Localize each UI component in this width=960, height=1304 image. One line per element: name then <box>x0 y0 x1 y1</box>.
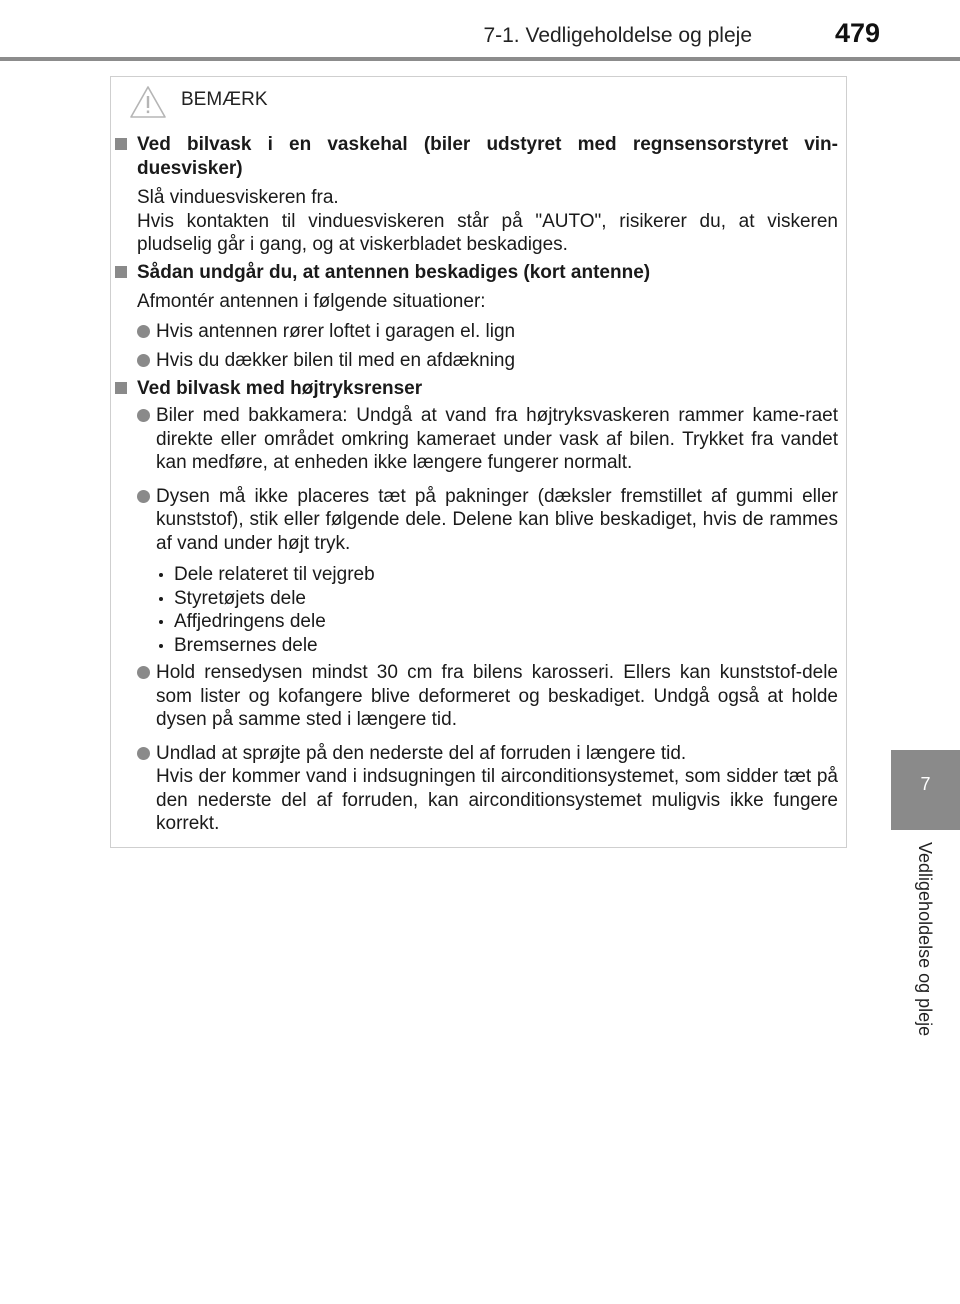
chapter-side-label <box>906 842 946 1062</box>
circle-bullet-icon <box>137 666 150 679</box>
sub-list-item: Dele relateret til vejgreb <box>155 563 846 587</box>
list-item: Hold rensedysen mindst 30 cm fra bilens karosseri. Ellers kan kunststof-dele som lister og kofangere blive deformeret og beskadiget. Undgå også at holde dysen på samme sted i længere tid. <box>111 661 846 732</box>
sub-list <box>111 563 846 657</box>
circle-bullet-icon <box>137 325 150 338</box>
chapter-side-label-text: Vedligeholdelse og pleje <box>915 842 935 1037</box>
warning-triangle-icon <box>129 85 167 119</box>
paragraph: Hvis der kommer vand i indsugningen til airconditionsystemet, som sidder tæt på den nederste del af forruden, kan airconditionsystemet muligvis ikke fungere korrekt. <box>156 766 838 834</box>
section-heading: Ved bilvask i en vaskehal (biler udstyret med regnsensorstyret vin-duesvisker) <box>111 133 846 180</box>
list-item: Hvis antennen rører loftet i garagen el. lign <box>111 320 846 344</box>
list-item: Dysen må ikke placeres tæt på pakninger (dæksler fremstillet af gummi eller kunststof), stik eller følgende dele. Delene kan blive beskadiget, hvis de rammes af vand under højt tryk. <box>111 485 846 556</box>
paragraph: Hvis kontakten til vinduesviskeren står på "AUTO", risikerer du, at viskeren pludselig går i gang, og at viskerbladet beskadiges. <box>137 210 838 255</box>
notice-box <box>110 76 847 848</box>
circle-bullet-icon <box>137 490 150 503</box>
chapter-tab-number: 7 <box>920 774 931 794</box>
circle-bullet-icon <box>137 354 150 367</box>
sub-list-item: Styretøjets dele <box>155 587 846 611</box>
list-item: Biler med bakkamera: Undgå at vand fra højtryksvaskeren rammer kame-raet direkte eller området omkring kameraet under vask af bilen. Trykket fra vandet kan medføre, at enheden ikke længere fungerer normalt. <box>111 404 846 475</box>
page-number: 479 <box>834 18 880 48</box>
square-bullet-icon <box>115 138 127 150</box>
list-item: Hvis du dækker bilen til med en afdækning <box>111 349 846 373</box>
section-heading: Ved bilvask med højtryksrenser <box>111 377 846 401</box>
header-rule <box>0 57 960 61</box>
list-item: Undlad at sprøjte på den nederste del af forruden i længere tid. <box>111 742 846 766</box>
notice-body <box>111 133 846 836</box>
sub-list-item: Bremsernes dele <box>155 634 846 658</box>
chapter-title: 7-1. Vedligeholdelse og pleje <box>483 24 752 47</box>
notice-title: BEMÆRK <box>181 89 268 110</box>
circle-bullet-icon <box>137 409 150 422</box>
paragraph: Afmontér antennen i følgende situationer: <box>137 291 486 312</box>
square-bullet-icon <box>115 382 127 394</box>
chapter-tab <box>891 750 960 830</box>
circle-bullet-icon <box>137 747 150 760</box>
page-header <box>0 0 960 62</box>
sub-list-item: Affjedringens dele <box>155 610 846 634</box>
square-bullet-icon <box>115 266 127 278</box>
section-heading: Sådan undgår du, at antennen beskadiges (kort antenne) <box>111 261 846 285</box>
paragraph: Slå vinduesviskeren fra. <box>137 187 339 208</box>
